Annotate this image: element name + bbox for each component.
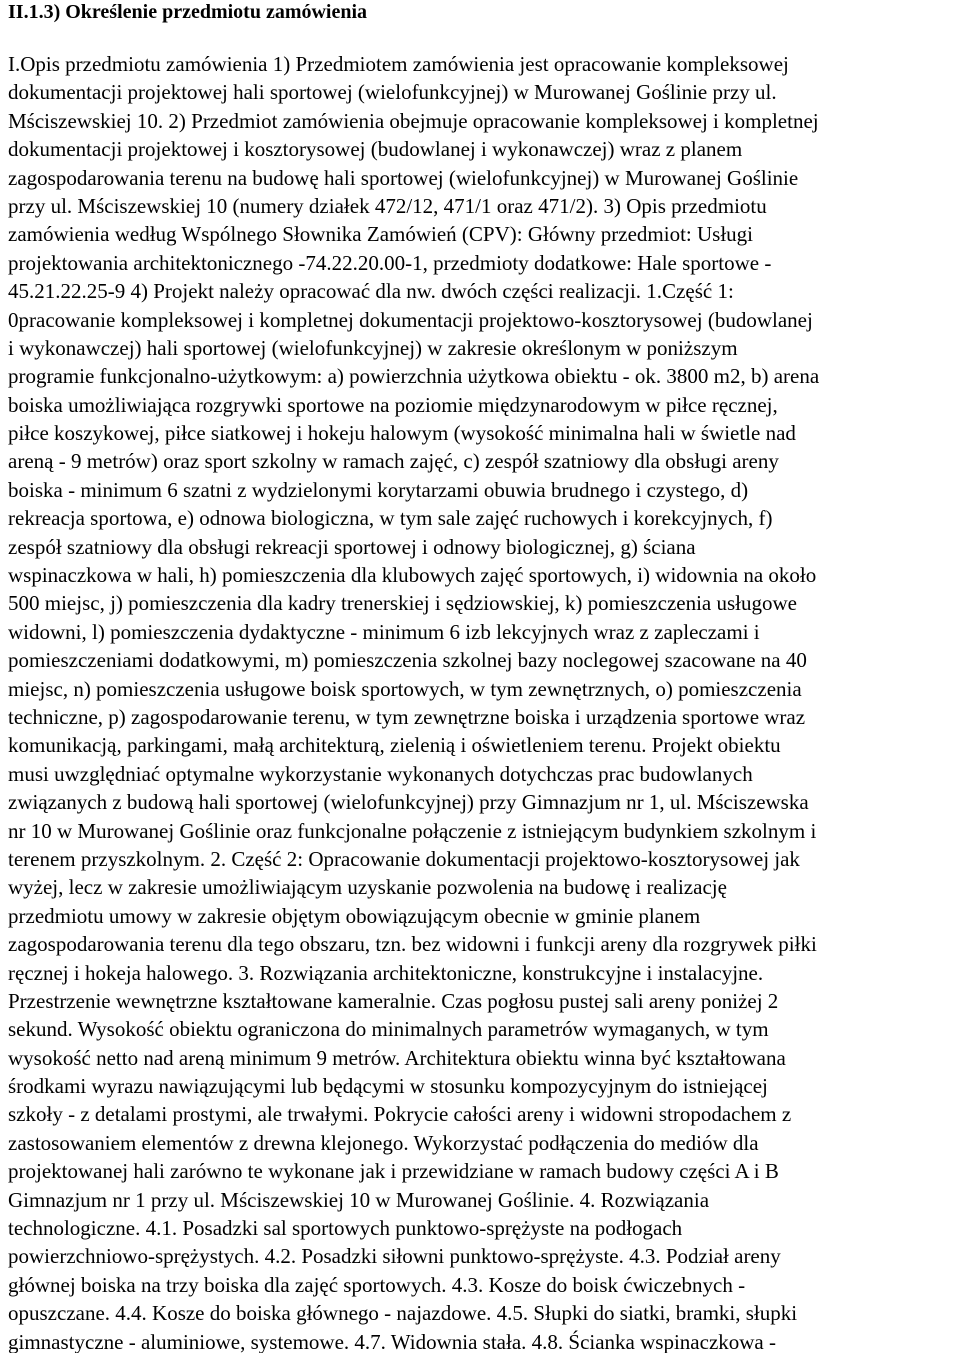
- body-line: wysokość netto nad areną minimum 9 metrów. Architektura obiektu winna być kształtowana: [8, 1045, 786, 1070]
- body-line: projektowanej hali zarówno te wykonane jak i przewidziane w ramach budowy części A i B: [8, 1159, 779, 1184]
- body-line: areną - 9 metrów) oraz sport szkolny w ramach zajęć, c) zespół szatniowy dla obsługi areny: [8, 449, 779, 474]
- body-line: dokumentacji projektowej hali sportowej (wielofunkcyjnej) w Murowanej Goślinie przy ul.: [8, 80, 777, 105]
- body-line: widowni, l) pomieszczenia dydaktyczne - minimum 6 izb lekcyjnych wraz z zapleczami i: [8, 619, 760, 644]
- body-line: przy ul. Mściszewskiej 10 (numery działek 472/12, 471/1 oraz 471/2). 3) Opis przedmiotu: [8, 193, 767, 218]
- body-line: Mściszewskiej 10. 2) Przedmiot zamówienia obejmuje opracowanie kompleksowej i kompletnej: [8, 108, 819, 133]
- body-line: opuszczane. 4.4. Kosze do boiska głównego - najazdowe. 4.5. Słupki do siatki, bramki, słupki: [8, 1301, 798, 1326]
- body-line: szkoły - z detalami prostymi, ale trwałymi. Pokrycie całości areny i widowni stropodachem z: [8, 1102, 792, 1127]
- body-line: 500 miejsc, j) pomieszczenia dla kadry trenerskiej i sędziowskiej, k) pomieszczenia usługowe: [8, 591, 797, 616]
- body-line: i wykonawczej) hali sportowej (wielofunkcyjnej) w zakresie określonym w poniższym: [8, 335, 738, 360]
- body-line: miejsc, n) pomieszczenia usługowe boisk sportowych, w tym zewnętrznych, o) pomieszczenia: [8, 676, 802, 701]
- body-line: terenem przyszkolnym. 2. Część 2: Opracowanie dokumentacji projektowo-kosztorysowej jak: [8, 846, 800, 871]
- body-line: nr 10 w Murowanej Goślinie oraz funkcjonalne połączenie z istniejącym budynkiem szkolnym i: [8, 818, 817, 843]
- body-line: ręcznej i hokeja halowego. 3. Rozwiązania architektoniczne, konstrukcyjne i instalacyjne.: [8, 960, 764, 985]
- body-line: zastosowaniem elementów z drewna klejonego. Wykorzystać podłączenia do mediów dla: [8, 1130, 759, 1155]
- body-line: zamówienia według Wspólnego Słownika Zamówień (CPV): Główny przedmiot: Usługi: [8, 222, 753, 247]
- body-line: programie funkcjonalno-użytkowym: a) powierzchnia użytkowa obiektu - ok. 3800 m2, b) arena: [8, 364, 820, 389]
- body-line: wyżej, lecz w zakresie umożliwiającym uzyskanie pozwolenia na budowę i realizację: [8, 875, 727, 900]
- body-line: piłce koszykowej, piłce siatkowej i hokeju halowym (wysokość minimalna hali w świetle nad: [8, 421, 796, 446]
- body-line: zagospodarowania terenu na budowę hali sportowej (wielofunkcyjnej) w Murowanej Goślinie: [8, 165, 799, 190]
- body-text: [8, 50, 953, 1353]
- body-line: zagospodarowania terenu dla tego obszaru, tzn. bez widowni i funkcji areny dla rozgrywek piłki: [8, 932, 817, 957]
- body-line: gimnastyczne - aluminiowe, systemowe. 4.7. Widownia stała. 4.8. Ścianka wspinaczkowa -: [8, 1329, 776, 1353]
- body-line: projektowania architektonicznego -74.22.20.00-1, przedmioty dodatkowe: Hale sportowe -: [8, 250, 772, 275]
- body-line: boiska umożliwiająca rozgrywki sportowe na poziomie międzynarodowym w piłce ręcznej,: [8, 392, 778, 417]
- body-line: dokumentacji projektowej i kosztorysowej (budowlanej i wykonawczej) wraz z planem: [8, 137, 743, 162]
- body-line: rekreacja sportowa, e) odnowa biologiczna, w tym sale zajęć ruchowych i korekcyjnych, f): [8, 506, 773, 531]
- body-line: sekund. Wysokość obiektu ograniczona do minimalnych parametrów wymaganych, w tym: [8, 1017, 769, 1042]
- body-line: wspinaczkowa w hali, h) pomieszczenia dla klubowych zajęć sportowych, i) widownia na około: [8, 563, 817, 588]
- body-line: powierzchniowo-sprężystych. 4.2. Posadzki siłowni punktowo-sprężyste. 4.3. Podział areny: [8, 1244, 781, 1269]
- body-line: technologiczne. 4.1. Posadzki sal sportowych punktowo-sprężyste na podłogach: [8, 1216, 683, 1241]
- body-line: boiska - minimum 6 szatni z wydzielonymi korytarzami obuwia brudnego i czystego, d): [8, 477, 749, 502]
- body-line: środkami wyrazu nawiązującymi lub będącymi w stosunku kompozycyjnym do istniejącej: [8, 1074, 768, 1099]
- body-line: 45.21.22.25-9 4) Projekt należy opracować dla nw. dwóch części realizacji. 1.Część 1:: [8, 279, 734, 304]
- body-line: głównej boiska na trzy boiska dla zajęć sportowych. 4.3. Kosze do boisk ćwiczebnych -: [8, 1272, 746, 1297]
- section-heading: II.1.3) Określenie przedmiotu zamówienia: [8, 1, 368, 23]
- body-line: 0pracowanie kompleksowej i kompletnej dokumentacji projektowo-kosztorysowej (budowlanej: [8, 307, 813, 332]
- body-line: Gimnazjum nr 1 przy ul. Mściszewskiej 10 w Murowanej Goślinie. 4. Rozwiązania: [8, 1187, 710, 1212]
- body-line: musi uwzględniać optymalne wykorzystanie wykonanych dotychczas prac budowlanych: [8, 761, 753, 786]
- body-line: pomieszczeniami dodatkowymi, m) pomieszczenia szkolnej bazy noclegowej szacowane na 40: [8, 648, 807, 673]
- body-line: komunikacją, parkingami, małą architekturą, zielenią i oświetleniem terenu. Projekt obiektu: [8, 733, 781, 758]
- body-line: techniczne, p) zagospodarowanie terenu, w tym zewnętrzne boiska i urządzenia sportowe wraz: [8, 704, 806, 729]
- body-line: zespół szatniowy dla obsługi rekreacji sportowej i odnowy biologicznej, g) ściana: [8, 534, 696, 559]
- body-line: Przestrzenie wewnętrzne kształtowane kameralnie. Czas pogłosu pustej sali areny poniżej 2: [8, 988, 779, 1013]
- body-line: I.Opis przedmiotu zamówienia 1) Przedmiotem zamówienia jest opracowanie kompleksowej: [8, 52, 789, 76]
- body-line: związanych z budową hali sportowej (wielofunkcyjnej) przy Gimnazjum nr 1, ul. Mściszewska: [8, 790, 809, 815]
- body-line: przedmiotu umowy w zakresie objętym obowiązującym obecnie w gminie planem: [8, 903, 701, 928]
